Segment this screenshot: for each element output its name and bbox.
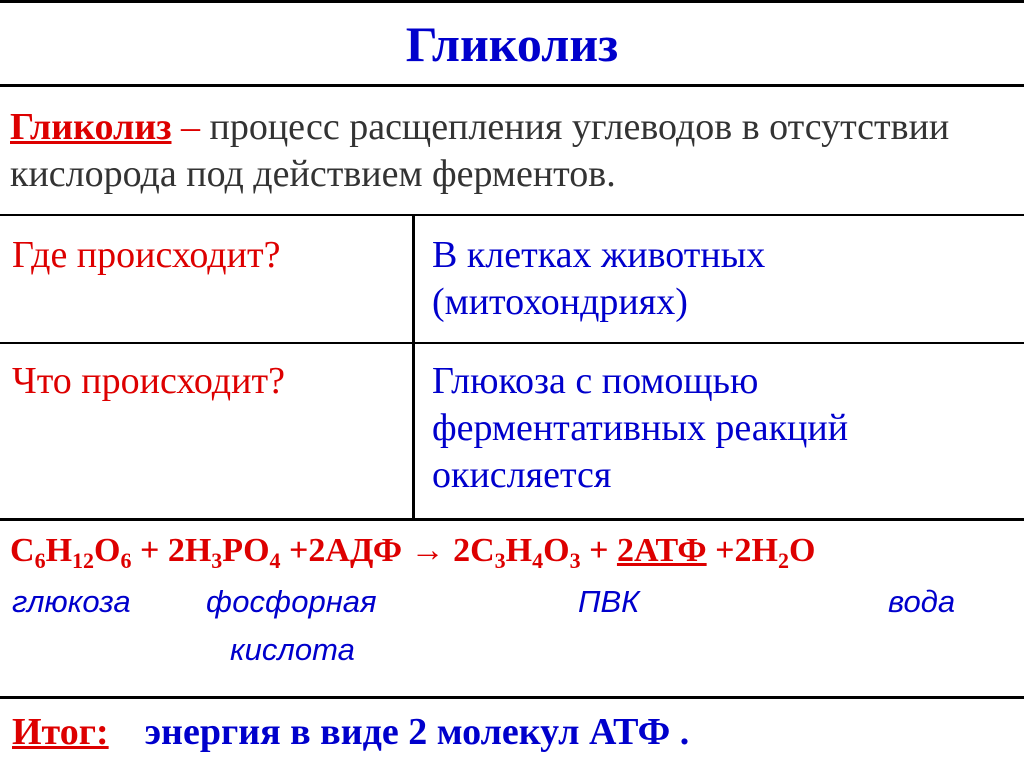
label-pvk: ПВК (578, 584, 640, 619)
definition-term: Гликолиз (10, 106, 172, 148)
result-line (12, 709, 689, 755)
table-question-where: Где происходит? (12, 234, 281, 276)
label-phosphoric: фосфорная (206, 584, 377, 619)
result-text: энергия в виде 2 молекул АТФ . (144, 711, 690, 753)
definition-dash: – (171, 106, 210, 148)
glycolysis-equation: $C_6H_{12}O_6 + 2H_3PO_4 +2АДФ \to 2C_3H_4O_3 + 2АТФ +2H_2O$ (10, 532, 816, 573)
rule-above-result (0, 696, 1024, 699)
definition-text: процесс расщепления углеводов в отсутствии кислорода под действием ферментов. (10, 106, 950, 195)
rule-under-table (0, 518, 1024, 521)
rule-under-definition (0, 214, 1024, 216)
table-question-what: Что происходит? (12, 360, 285, 402)
label-acid: кислота (230, 632, 355, 667)
definition-paragraph (10, 104, 1010, 198)
label-glucose: глюкоза (12, 584, 131, 619)
slide-title: Гликолиз (405, 16, 619, 72)
table-column-divider (412, 214, 415, 520)
rule-top (0, 0, 1024, 3)
result-label: Итог: (12, 711, 109, 753)
table-answer-what: Глюкоза с помощью ферментативных реакций окисляется (432, 360, 849, 496)
rule-row-divider (0, 342, 1024, 344)
label-water: вода (888, 584, 956, 619)
table-answer-where: В клетках животных (митохондриях) (432, 234, 766, 323)
atp-product: 2АТФ (616, 532, 707, 569)
rule-under-title (0, 84, 1024, 87)
